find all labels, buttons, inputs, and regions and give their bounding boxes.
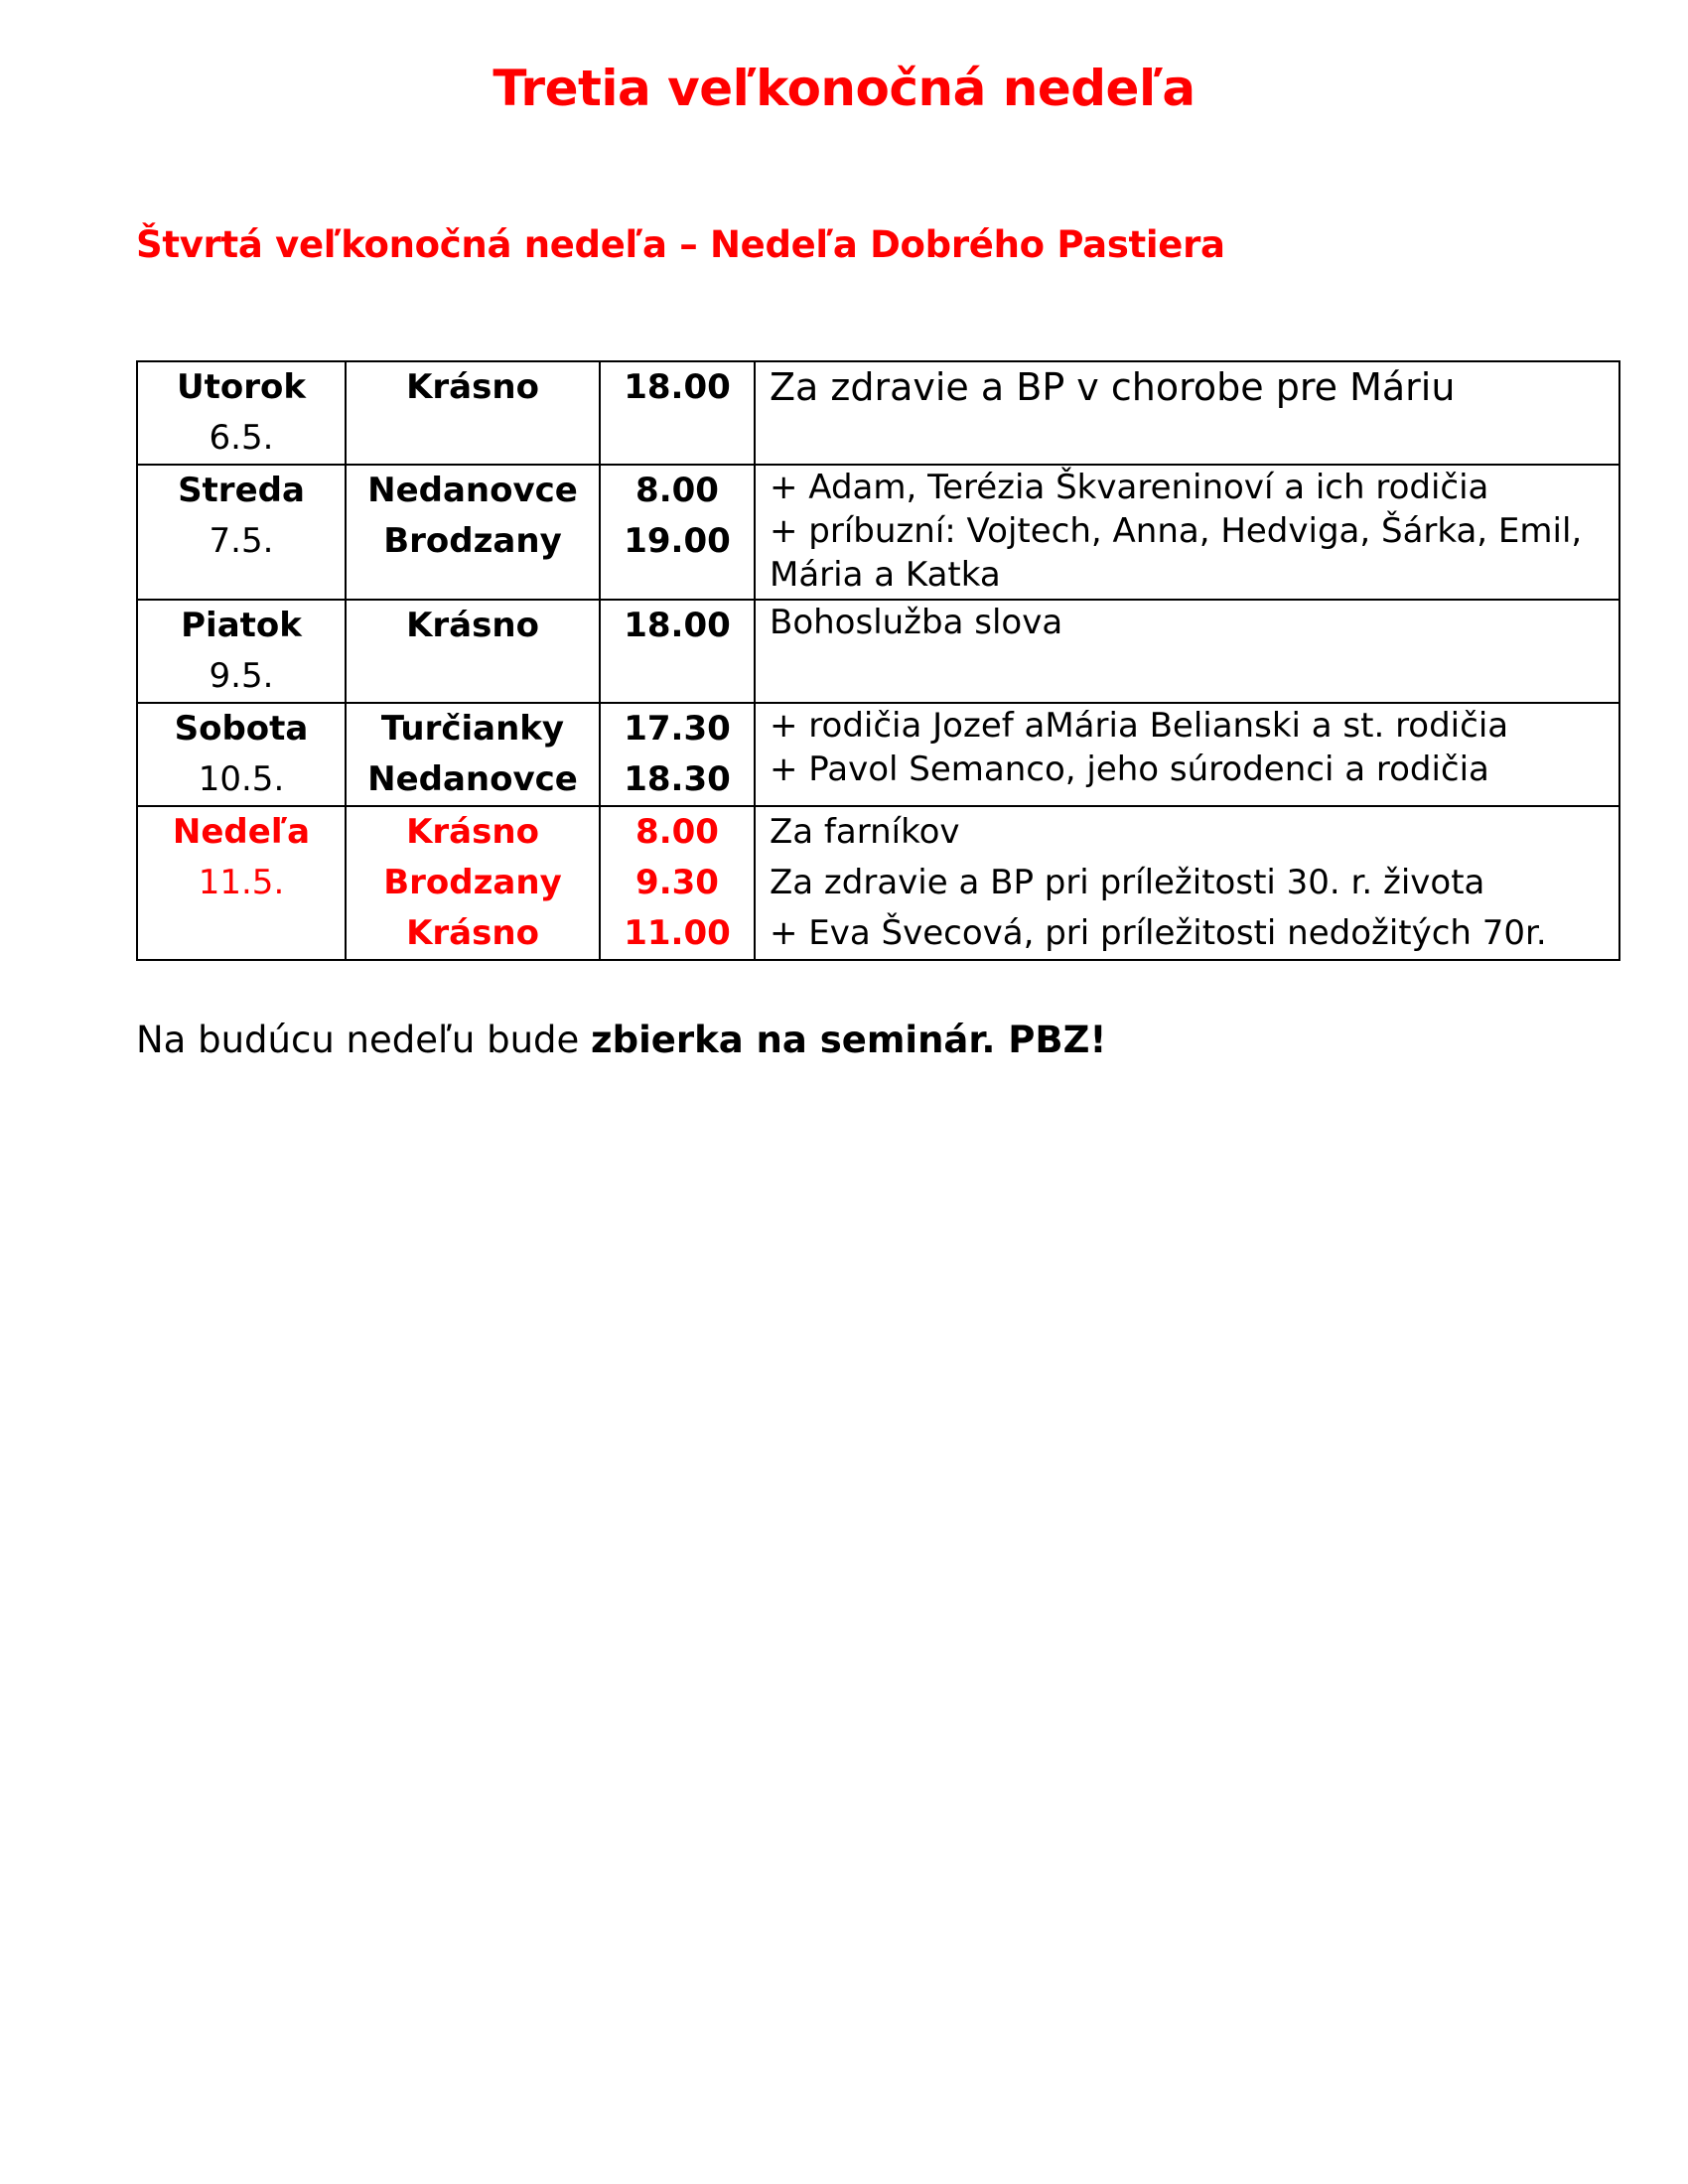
intention-cell (755, 806, 1619, 960)
day-date: 7.5. (209, 521, 274, 561)
intention: + Pavol Semanco, jeho súrodenci a rodičia (770, 750, 1489, 789)
table-row (137, 600, 1619, 703)
day-name: Piatok (181, 606, 302, 645)
table-row (137, 806, 1619, 960)
intention: Bohoslužba slova (770, 603, 1063, 642)
time: 8.00 (635, 812, 719, 852)
place: Nedanovce (367, 471, 578, 510)
page-title: Tretia veľkonočná nedeľa (492, 60, 1196, 117)
table-row (137, 465, 1619, 600)
place-cell (346, 600, 600, 703)
day-name: Nedeľa (172, 812, 311, 852)
time: 18.00 (624, 606, 731, 645)
time: 8.00 (635, 471, 719, 510)
note-prefix: Na budúcu nedeľu bude (136, 1019, 592, 1061)
mass-schedule-table (136, 360, 1620, 961)
place: Krásno (406, 606, 539, 645)
intention: + Eva Švecová, pri príležitosti nedožitých 70r. (770, 913, 1547, 953)
time-cell (600, 703, 755, 806)
time: 9.30 (635, 863, 719, 902)
intention-cell (755, 703, 1619, 806)
intention: Za farníkov (770, 812, 960, 852)
time-cell (600, 600, 755, 703)
table-row (137, 703, 1619, 806)
time: 17.30 (624, 709, 731, 749)
day-cell (137, 361, 346, 465)
place: Krásno (406, 913, 539, 953)
day-name: Utorok (177, 367, 306, 407)
day-cell (137, 806, 346, 960)
day-cell (137, 703, 346, 806)
time-cell (600, 465, 755, 600)
day-cell (137, 465, 346, 600)
place-cell (346, 806, 600, 960)
intention-cell (755, 465, 1619, 600)
place-cell (346, 361, 600, 465)
day-date: 6.5. (209, 418, 274, 458)
intention-cell (755, 361, 1619, 465)
place-cell (346, 703, 600, 806)
day-cell (137, 600, 346, 703)
place: Krásno (406, 812, 539, 852)
announcement-note (136, 1019, 1106, 1061)
place: Turčianky (380, 709, 565, 749)
day-name: Streda (178, 471, 305, 510)
intention: Za zdravie a BP pri príležitosti 30. r. života (770, 863, 1485, 902)
time: 11.00 (624, 913, 731, 953)
intention: Za zdravie a BP v chorobe pre Máriu (770, 365, 1456, 409)
place: Nedanovce (367, 759, 578, 799)
place: Krásno (406, 367, 539, 407)
time: 19.00 (624, 521, 731, 561)
time: 18.30 (624, 759, 731, 799)
intention: + rodičia Jozef aMária Belianski a st. rodičia (770, 706, 1509, 746)
day-date: 10.5. (198, 759, 285, 799)
time-cell (600, 361, 755, 465)
day-name: Sobota (174, 709, 309, 749)
place: Brodzany (383, 521, 562, 561)
note-emphasis: zbierka na seminár. PBZ! (591, 1019, 1107, 1061)
intention: + príbuzní: Vojtech, Anna, Hedviga, Šárka, Emil, Mária a Katka (770, 511, 1583, 595)
time-cell (600, 806, 755, 960)
intention: + Adam, Terézia Škvareninoví a ich rodičia (770, 468, 1489, 507)
table-row (137, 361, 1619, 465)
intention-cell (755, 600, 1619, 703)
time: 18.00 (624, 367, 731, 407)
day-date: 11.5. (198, 863, 285, 902)
page-subtitle: Štvrtá veľkonočná nedeľa – Nedeľa Dobrého Pastiera (136, 223, 1225, 266)
place-cell (346, 465, 600, 600)
place: Brodzany (383, 863, 562, 902)
day-date: 9.5. (209, 656, 274, 696)
